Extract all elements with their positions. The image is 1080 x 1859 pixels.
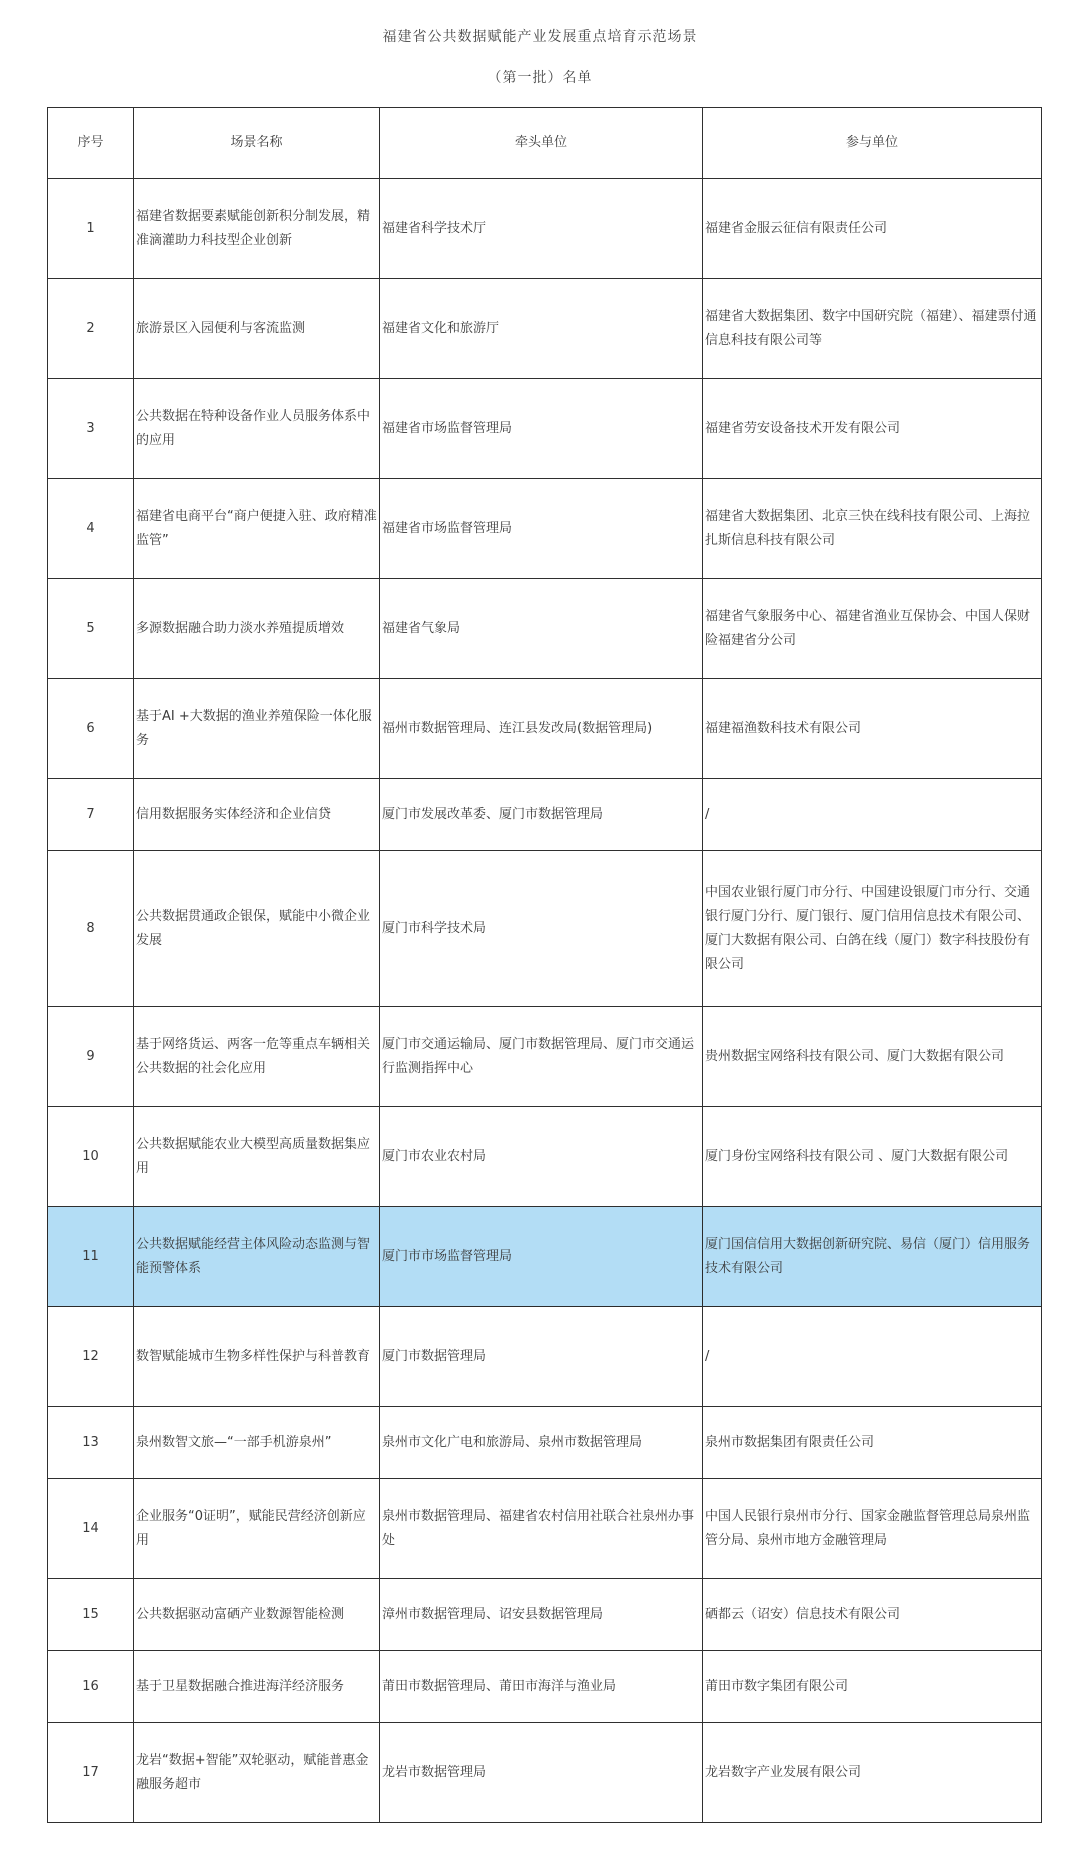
row-lead-unit: 厦门市市场监督管理局 [380,1207,703,1307]
row-lead-unit: 厦门市科学技术局 [380,851,703,1007]
row-scene-name: 泉州数智文旅—“一部手机游泉州” [134,1407,380,1479]
table-row[interactable] [48,479,1042,579]
row-scene-name: 多源数据融合助力淡水养殖提质增效 [134,579,380,679]
row-scene-name: 公共数据驱动富硒产业数源智能检测 [134,1579,380,1651]
row-participant-units: 厦门身份宝网络科技有限公司 、厦门大数据有限公司 [703,1107,1042,1207]
row-lead-unit: 福建省科学技术厅 [380,179,703,279]
row-scene-name: 基于AI +大数据的渔业养殖保险一体化服务 [134,679,380,779]
row-index: 15 [48,1579,134,1651]
row-participant-units: / [703,779,1042,851]
table-row[interactable] [48,379,1042,479]
row-participant-units: 福建省劳安设备技术开发有限公司 [703,379,1042,479]
row-lead-unit: 福建省气象局 [380,579,703,679]
row-lead-unit: 厦门市农业农村局 [380,1107,703,1207]
row-participant-units: 福建福渔数科技术有限公司 [703,679,1042,779]
row-participant-units: 福建省气象服务中心、福建省渔业互保协会、中国人保财险福建省分公司 [703,579,1042,679]
table-row[interactable] [48,851,1042,1007]
row-lead-unit: 厦门市发展改革委、厦门市数据管理局 [380,779,703,851]
row-index: 4 [48,479,134,579]
row-scene-name: 福建省电商平台“商户便捷入驻、政府精准监管” [134,479,380,579]
row-lead-unit: 厦门市交通运输局、厦门市数据管理局、厦门市交通运行监测指挥中心 [380,1007,703,1107]
table-row[interactable] [48,1307,1042,1407]
row-scene-name: 公共数据在特种设备作业人员服务体系中的应用 [134,379,380,479]
row-lead-unit: 福州市数据管理局、连江县发改局(数据管理局) [380,679,703,779]
row-scene-name: 旅游景区入园便利与客流监测 [134,279,380,379]
row-scene-name: 公共数据赋能农业大模型高质量数据集应用 [134,1107,380,1207]
table-body [48,179,1042,1823]
row-index: 5 [48,579,134,679]
row-lead-unit: 泉州市数据管理局、福建省农村信用社联合社泉州办事处 [380,1479,703,1579]
row-index: 11 [48,1207,134,1307]
table-row[interactable] [48,579,1042,679]
row-scene-name: 龙岩“数据+智能”双轮驱动，赋能普惠金融服务超市 [134,1723,380,1823]
row-participant-units: 泉州市数据集团有限责任公司 [703,1407,1042,1479]
row-participant-units: 中国农业银行厦门市分行、中国建设银厦门市分行、交通银行厦门分行、厦门银行、厦门信用信息技术有限公司、厦门大数据有限公司、白鸽在线（厦门）数字科技股份有限公司 [703,851,1042,1007]
row-scene-name: 企业服务“0证明”，赋能民营经济创新应用 [134,1479,380,1579]
row-index: 1 [48,179,134,279]
row-index: 8 [48,851,134,1007]
table-row[interactable] [48,279,1042,379]
header-participant-units: 参与单位 [703,108,1042,179]
header-lead-unit: 牵头单位 [380,108,703,179]
table-row[interactable] [48,779,1042,851]
row-participant-units: 龙岩数字产业发展有限公司 [703,1723,1042,1823]
header-scene: 场景名称 [134,108,380,179]
row-participant-units: 贵州数据宝网络科技有限公司、厦门大数据有限公司 [703,1007,1042,1107]
row-scene-name: 公共数据赋能经营主体风险动态监测与智能预警体系 [134,1207,380,1307]
row-participant-units: 厦门国信信用大数据创新研究院、易信（厦门）信用服务技术有限公司 [703,1207,1042,1307]
row-index: 16 [48,1651,134,1723]
row-scene-name: 基于网络货运、两客一危等重点车辆相关公共数据的社会化应用 [134,1007,380,1107]
row-index: 6 [48,679,134,779]
row-lead-unit: 福建省市场监督管理局 [380,479,703,579]
row-participant-units: 中国人民银行泉州市分行、国家金融监督管理总局泉州监管分局、泉州市地方金融管理局 [703,1479,1042,1579]
row-index: 9 [48,1007,134,1107]
row-participant-units: 莆田市数字集团有限公司 [703,1651,1042,1723]
row-participant-units: 福建省大数据集团、北京三快在线科技有限公司、上海拉扎斯信息科技有限公司 [703,479,1042,579]
row-scene-name: 福建省数据要素赋能创新积分制发展，精准滴灌助力科技型企业创新 [134,179,380,279]
row-scene-name: 数智赋能城市生物多样性保护与科普教育 [134,1307,380,1407]
row-scene-name: 公共数据贯通政企银保，赋能中小微企业发展 [134,851,380,1007]
document-title: 福建省公共数据赋能产业发展重点培育示范场景 [382,29,698,45]
row-participant-units: / [703,1307,1042,1407]
table-row[interactable] [48,1107,1042,1207]
row-lead-unit: 福建省文化和旅游厅 [380,279,703,379]
row-lead-unit: 漳州市数据管理局、诏安县数据管理局 [380,1579,703,1651]
table-row[interactable] [48,679,1042,779]
row-index: 12 [48,1307,134,1407]
row-lead-unit: 厦门市数据管理局 [380,1307,703,1407]
row-index: 10 [48,1107,134,1207]
table-header-row [48,108,1042,179]
header-index: 序号 [48,108,134,179]
row-participant-units: 硒都云（诏安）信息技术有限公司 [703,1579,1042,1651]
row-index: 2 [48,279,134,379]
scene-table [47,107,1042,1823]
document-subtitle: （第一批）名单 [487,70,593,86]
table-row[interactable] [48,1207,1042,1307]
table-row[interactable] [48,1407,1042,1479]
table-row[interactable] [48,1479,1042,1579]
row-index: 7 [48,779,134,851]
row-index: 13 [48,1407,134,1479]
row-lead-unit: 莆田市数据管理局、莆田市海洋与渔业局 [380,1651,703,1723]
row-index: 14 [48,1479,134,1579]
table-row[interactable] [48,1579,1042,1651]
row-participant-units: 福建省大数据集团、数字中国研究院（福建）、福建票付通信息科技有限公司等 [703,279,1042,379]
row-index: 17 [48,1723,134,1823]
row-lead-unit: 泉州市文化广电和旅游局、泉州市数据管理局 [380,1407,703,1479]
table-row[interactable] [48,179,1042,279]
table-row[interactable] [48,1007,1042,1107]
table-row[interactable] [48,1723,1042,1823]
table-row[interactable] [48,1651,1042,1723]
row-index: 3 [48,379,134,479]
row-scene-name: 信用数据服务实体经济和企业信贷 [134,779,380,851]
row-lead-unit: 福建省市场监督管理局 [380,379,703,479]
row-lead-unit: 龙岩市数据管理局 [380,1723,703,1823]
row-scene-name: 基于卫星数据融合推进海洋经济服务 [134,1651,380,1723]
row-participant-units: 福建省金服云征信有限责任公司 [703,179,1042,279]
